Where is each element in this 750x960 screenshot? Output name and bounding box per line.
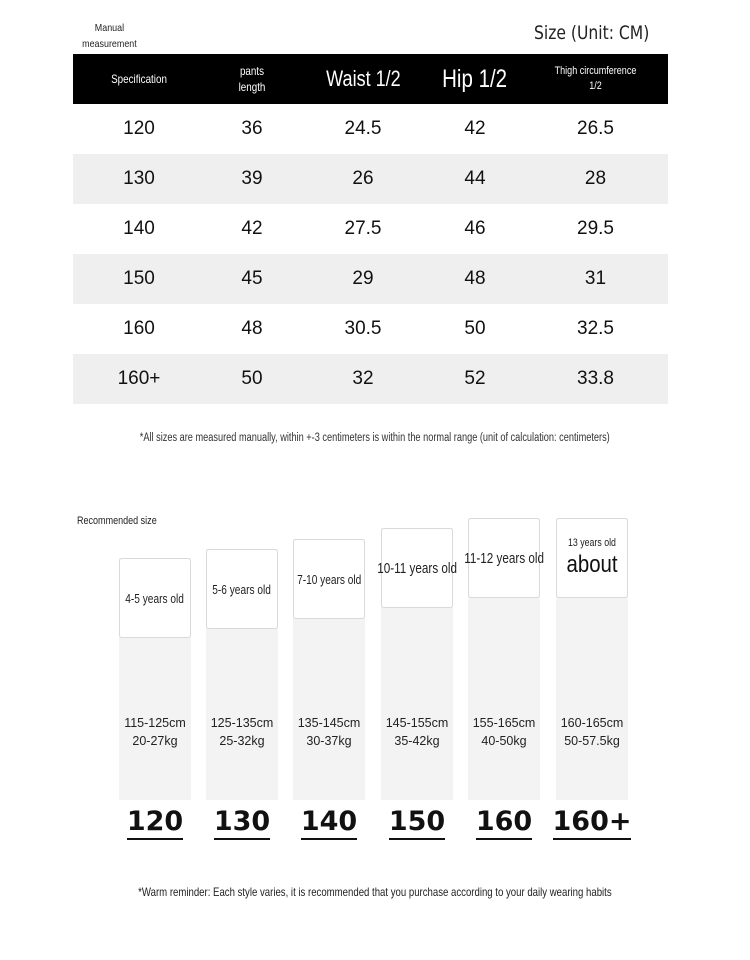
age-label: 5-6 years old xyxy=(212,581,272,597)
weight-range: 40-50kg xyxy=(481,734,527,748)
size-value: 120 xyxy=(105,806,205,840)
cell-thigh: 26.5 xyxy=(577,118,614,139)
body-spec xyxy=(458,714,550,750)
age-label: 11-12 years old xyxy=(464,549,544,567)
age-label: 4-5 years old xyxy=(125,590,185,606)
cell-thigh: 32.5 xyxy=(577,318,614,339)
age-card xyxy=(119,558,191,638)
size-value: 140 xyxy=(279,806,379,840)
height-range: 145-155cm xyxy=(385,716,449,730)
header-hip: Hip 1/2 xyxy=(442,65,508,93)
age-label: 10-11 years old xyxy=(377,559,457,577)
cell-thigh: 29.5 xyxy=(577,218,614,239)
cell-hip: 50 xyxy=(464,318,486,339)
body-spec xyxy=(109,714,201,750)
age-label-small: 13 years old xyxy=(568,537,616,549)
size-value: 150 xyxy=(367,806,467,840)
header-thigh: Thigh circumference 1/2 xyxy=(554,65,637,92)
age-label: 7-10 years old xyxy=(296,571,362,587)
weight-range: 20-27kg xyxy=(132,734,178,748)
age-card xyxy=(464,518,544,598)
cell-waist: 29 xyxy=(352,268,374,289)
age-card xyxy=(556,518,628,598)
height-range: 160-165cm xyxy=(560,716,624,730)
height-range: 115-125cm xyxy=(124,716,186,730)
cell-hip: 48 xyxy=(464,268,486,289)
height-range: 155-165cm xyxy=(472,716,536,730)
age-card xyxy=(206,549,278,629)
cell-pants-length: 42 xyxy=(241,218,263,239)
height-range: 125-135cm xyxy=(210,716,274,730)
recommendation-column-130 xyxy=(206,0,278,960)
cell-spec: 150 xyxy=(123,268,155,289)
manual-line-2: measurement xyxy=(82,38,137,50)
cell-pants-length: 39 xyxy=(241,168,263,189)
cell-waist: 24.5 xyxy=(344,118,382,139)
recommendation-column-160 xyxy=(464,0,544,960)
cell-waist: 32 xyxy=(352,368,374,389)
body-spec xyxy=(283,714,375,750)
height-range: 135-145cm xyxy=(297,716,361,730)
body-spec xyxy=(546,714,638,750)
age-label-big: about xyxy=(566,551,618,578)
cell-waist: 27.5 xyxy=(344,218,382,239)
body-spec xyxy=(371,714,463,750)
cell-hip: 44 xyxy=(464,168,486,189)
cell-thigh: 33.8 xyxy=(577,368,614,389)
cell-spec: 160+ xyxy=(117,368,161,389)
size-unit-label: Size (Unit: CM) xyxy=(534,22,650,44)
cell-pants-length: 45 xyxy=(241,268,263,289)
cell-spec: 140 xyxy=(123,218,155,239)
recommendation-column-160-plus xyxy=(552,0,632,960)
measurement-note: *All sizes are measured manually, within +-3 centimeters is within the normal range (unit of calculation: centimeters) xyxy=(140,432,610,444)
cell-thigh: 28 xyxy=(584,168,607,189)
size-value: 130 xyxy=(192,806,292,840)
cell-hip: 42 xyxy=(464,118,486,139)
header-waist: Waist 1/2 xyxy=(325,66,401,91)
cell-spec: 130 xyxy=(123,168,155,189)
cell-hip: 52 xyxy=(464,368,486,389)
weight-range: 25-32kg xyxy=(219,734,265,748)
warm-reminder-note: *Warm reminder: Each style varies, it is recommended that you purchase according to your daily wearing habits xyxy=(138,885,612,899)
size-value: 160+ xyxy=(542,806,642,840)
cell-waist: 26 xyxy=(352,168,374,189)
recommendation-column-120 xyxy=(119,0,191,960)
header-specification: Specification xyxy=(111,72,167,86)
recommended-size-label: Recommended size xyxy=(77,515,157,527)
weight-range: 30-37kg xyxy=(306,734,352,748)
manual-line-1: Manual xyxy=(94,22,125,34)
cell-thigh: 31 xyxy=(584,268,607,289)
size-value: 160 xyxy=(454,806,554,840)
recommendation-column-140 xyxy=(293,0,365,960)
recommendation-column-150 xyxy=(377,0,457,960)
age-card xyxy=(293,539,365,619)
weight-range: 50-57.5kg xyxy=(564,734,620,748)
weight-range: 35-42kg xyxy=(394,734,440,748)
cell-pants-length: 50 xyxy=(241,368,263,389)
header-pants-length: pants length xyxy=(238,64,266,94)
cell-spec: 160 xyxy=(123,318,155,339)
cell-pants-length: 36 xyxy=(241,118,263,139)
cell-waist: 30.5 xyxy=(344,318,382,339)
age-card xyxy=(377,528,457,608)
cell-hip: 46 xyxy=(464,218,486,239)
body-spec xyxy=(196,714,288,750)
cell-spec: 120 xyxy=(123,118,155,139)
cell-pants-length: 48 xyxy=(241,318,263,339)
